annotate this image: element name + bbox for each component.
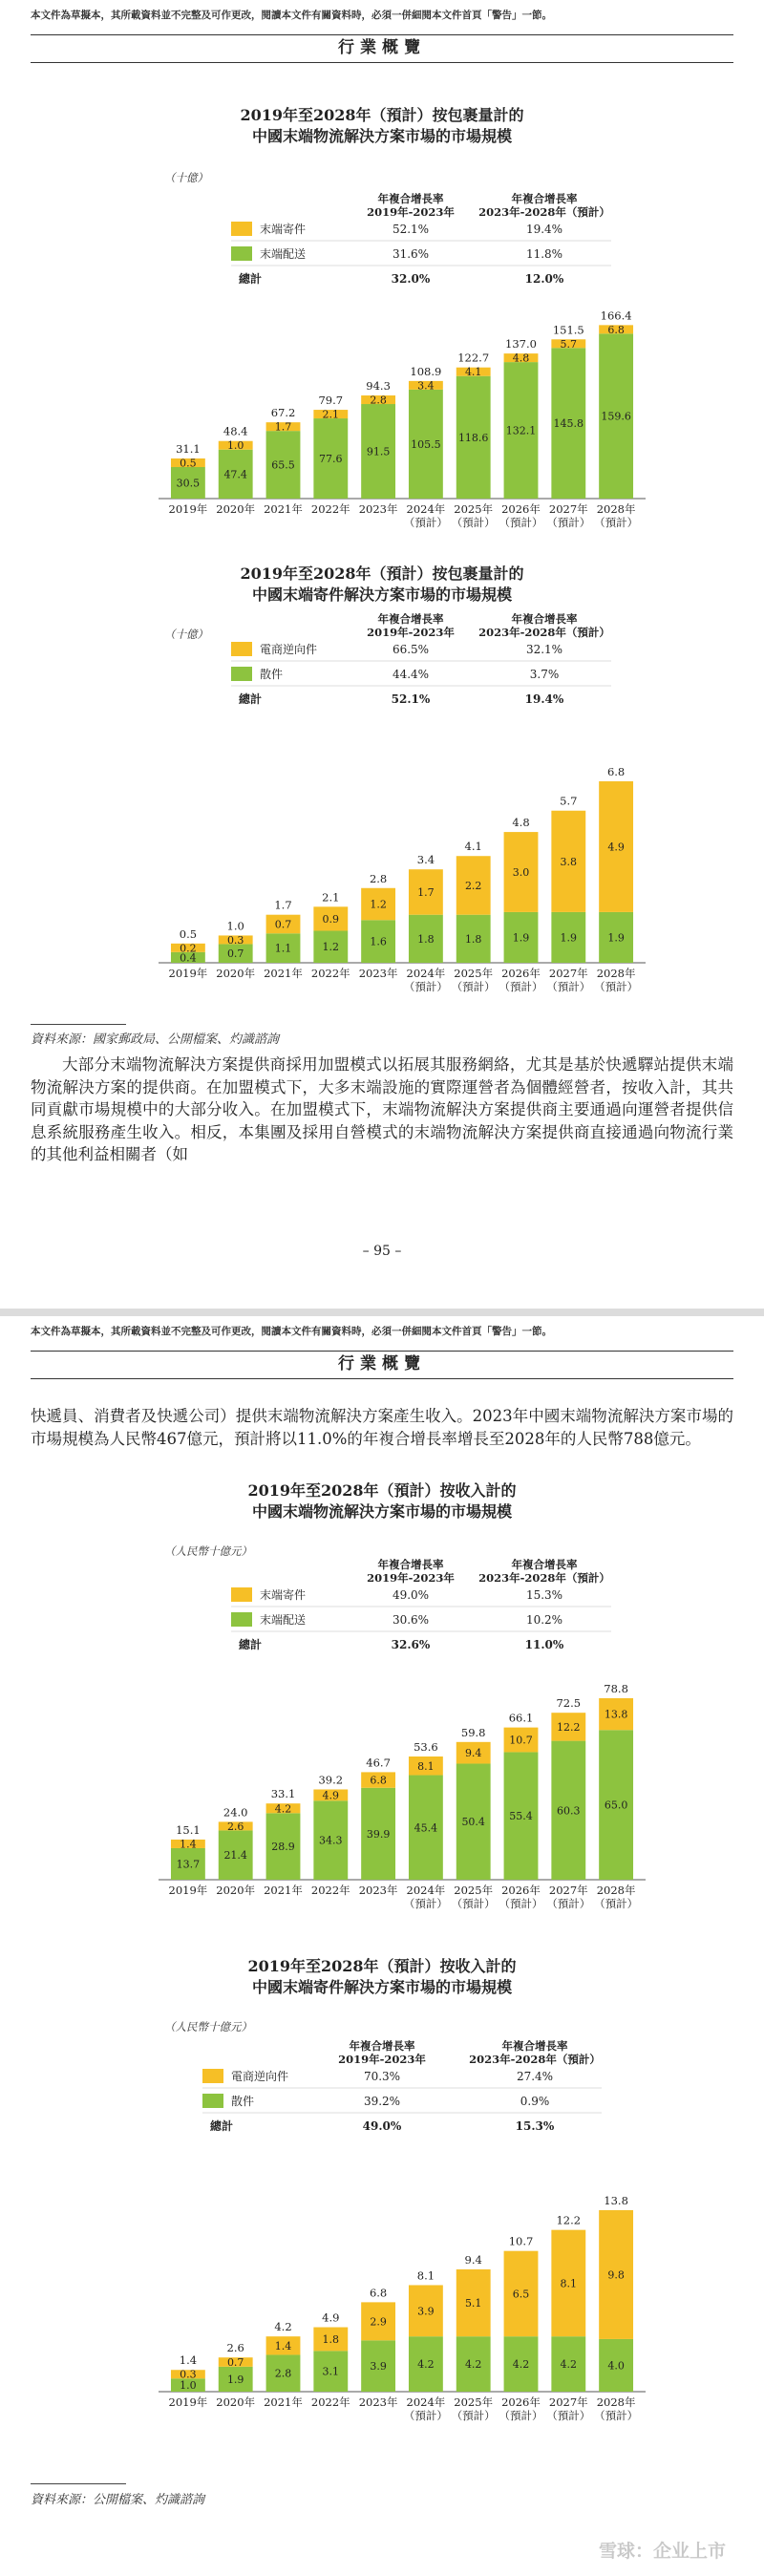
bar-total-label: 8.1 (416, 2268, 435, 2283)
bar-value-label: 159.6 (601, 410, 631, 423)
legend-label-1: 末端配送 (260, 1613, 307, 1627)
bar-value-label: 6.8 (370, 1774, 387, 1787)
bar-value-label: 4.1 (464, 366, 482, 379)
bar-total-label: 2.6 (226, 2341, 244, 2355)
bar-value-label: 65.5 (271, 458, 295, 472)
bar-value-label: 4.2 (464, 2358, 482, 2372)
bar-value-label: 0.2 (180, 942, 197, 955)
x-tick-label: （預計） (403, 1897, 448, 1910)
bar-total-label: 108.9 (410, 364, 442, 378)
bar-value-label: 1.8 (417, 932, 435, 946)
legend-label-1: 散件 (260, 668, 284, 681)
bar-value-label: 1.2 (322, 941, 340, 954)
bar-value-label: 39.9 (366, 1827, 391, 1841)
total-cagr-23-28: 12.0% (524, 272, 564, 286)
bar-value-label: 0.3 (226, 933, 244, 947)
bar-total-label: 2.1 (322, 890, 340, 905)
bar-total-label: 59.8 (460, 1725, 486, 1739)
x-tick-label: （預計） (546, 516, 591, 529)
bar-value-label: 4.2 (560, 2358, 578, 2372)
cagr-header-0-line1: 2019年-2023年 (367, 205, 455, 219)
chart2-title-line2: 中國末端寄件解決方案市場的市場規模 (251, 585, 512, 604)
bar-value-label: 2.8 (274, 2367, 292, 2380)
bar-value-label: 2.8 (370, 394, 387, 407)
cagr-value-19-23-0: 66.5% (392, 643, 430, 656)
watermark: 雪球：企业上市 (598, 2541, 726, 2562)
bar-total-label: 5.7 (560, 794, 578, 808)
cagr-header-0-line1: 2019年-2023年 (338, 2053, 426, 2066)
legend-swatch-0 (202, 2069, 223, 2083)
bar-value-label: 0.7 (274, 918, 292, 931)
bar-total-label: 6.8 (369, 2286, 388, 2300)
cagr-value-23-28-0: 32.1% (525, 643, 563, 656)
chart1-title-line1: 2019年至2028年（預計）按包裹量計的 (240, 106, 524, 124)
cagr-header-0-line0: 年複合增長率 (377, 192, 444, 205)
bar-value-label: 2.2 (464, 879, 482, 892)
cagr-header-1-line1: 2023年-2028年（預計） (478, 205, 610, 219)
bar-value-label: 118.6 (457, 431, 489, 444)
chart4-title (0, 1956, 764, 1998)
x-tick-label: 2028年 (596, 1884, 636, 1897)
bar-total-label: 122.7 (457, 351, 490, 365)
cagr-header-0-line0: 年複合增長率 (349, 2039, 415, 2053)
x-tick-label: 2023年 (358, 2395, 398, 2409)
x-tick-label: 2019年 (168, 2395, 208, 2409)
x-tick-label: （預計） (546, 1897, 591, 1910)
total-cagr-23-28: 15.3% (515, 2119, 555, 2133)
legend-label-0: 電商逆向件 (231, 2070, 289, 2083)
x-tick-label: 2026年 (501, 967, 541, 980)
x-tick-label: （預計） (403, 980, 448, 993)
bar-total-label: 79.7 (318, 394, 344, 408)
bar-value-label: 1.8 (464, 932, 482, 946)
bar-value-label: 1.4 (180, 1838, 197, 1851)
cagr-header-0-line0: 年複合增長率 (377, 1558, 444, 1571)
x-tick-label: （預計） (499, 516, 543, 529)
bar-total-label: 1.0 (226, 919, 244, 933)
bar-value-label: 1.9 (607, 931, 625, 945)
bar-value-label: 2.1 (322, 408, 340, 421)
x-tick-label: （預計） (451, 2409, 496, 2422)
chart1 (0, 178, 764, 541)
bar-value-label: 4.9 (607, 841, 625, 854)
x-tick-label: 2023年 (358, 1884, 398, 1897)
bar-value-label: 105.5 (411, 437, 441, 451)
total-cagr-19-23: 52.1% (391, 692, 431, 706)
x-tick-label: 2019年 (168, 502, 208, 516)
x-tick-label: 2020年 (216, 502, 256, 516)
bar-value-label: 50.4 (461, 1816, 485, 1829)
cagr-value-19-23-1: 30.6% (392, 1613, 430, 1627)
x-tick-label: 2022年 (310, 1884, 350, 1897)
bar-value-label: 1.9 (512, 931, 530, 945)
x-tick-label: （預計） (403, 516, 448, 529)
cagr-header-1-line1: 2023年-2028年（預計） (478, 626, 610, 639)
x-tick-label: （預計） (451, 980, 496, 993)
cagr-header-1-line0: 年複合增長率 (511, 612, 578, 626)
cagr-header-0-line0: 年複合增長率 (377, 612, 444, 626)
bar-total-label: 4.1 (464, 840, 482, 854)
cagr-header-1-line0: 年複合增長率 (511, 192, 578, 205)
x-tick-label: 2021年 (264, 2395, 303, 2409)
bar-value-label: 55.4 (509, 1810, 533, 1823)
bar-value-label: 91.5 (366, 445, 391, 458)
total-cagr-19-23: 32.6% (391, 1638, 431, 1651)
x-tick-label: 2027年 (548, 2395, 588, 2409)
legend-swatch-1 (202, 2094, 223, 2108)
cagr-header-0-line1: 2019年-2023年 (367, 626, 455, 639)
bar-value-label: 1.8 (322, 2332, 340, 2346)
x-tick-label: 2019年 (168, 967, 208, 980)
x-tick-label: 2028年 (596, 2395, 636, 2409)
page-96 (0, 1316, 764, 2576)
bar-value-label: 1.0 (180, 2379, 197, 2393)
chart2-title (0, 564, 764, 606)
x-tick-label: （預計） (451, 516, 496, 529)
bar-total-label: 31.1 (176, 442, 201, 457)
chart3-title (0, 1480, 764, 1522)
bar-value-label: 1.6 (370, 935, 387, 948)
legend-swatch-0 (231, 222, 252, 236)
cagr-value-23-28-0: 27.4% (516, 2070, 554, 2083)
total-label: 總計 (239, 1638, 263, 1651)
cagr-value-19-23-0: 49.0% (392, 1588, 430, 1602)
x-tick-label: （預計） (594, 516, 639, 529)
bar-total-label: 10.7 (508, 2234, 534, 2248)
x-tick-label: 2021年 (264, 502, 303, 516)
x-tick-label: 2027年 (548, 502, 588, 516)
bar-total-label: 33.1 (270, 1787, 296, 1801)
legend-swatch-0 (231, 1587, 252, 1602)
x-tick-label: 2024年 (406, 502, 446, 516)
chart4-title-line1: 2019年至2028年（預計）按收入計的 (247, 1957, 517, 1975)
x-tick-label: （預計） (499, 980, 543, 993)
bar-value-label: 0.5 (180, 457, 197, 470)
bar-value-label: 3.8 (560, 855, 578, 868)
bar-total-label: 78.8 (604, 1682, 628, 1695)
bar-value-label: 4.2 (274, 1802, 292, 1816)
page-gap (0, 1309, 764, 1316)
total-label: 總計 (239, 692, 263, 706)
chart1-title (0, 105, 764, 147)
cagr-value-23-28-1: 3.7% (529, 668, 560, 681)
bar-total-label: 1.7 (274, 898, 292, 912)
bar-value-label: 3.1 (322, 2365, 340, 2378)
bar-value-label: 5.7 (560, 337, 578, 351)
bar-value-label: 12.2 (557, 1720, 581, 1734)
cagr-header-1-line0: 年複合增長率 (511, 1558, 578, 1571)
source-note: 資料來源：國家郵政局、公開檔案、灼識諮詢 (31, 1033, 280, 1047)
bar-value-label: 1.2 (370, 898, 387, 911)
section-header: 行業概覽 (31, 34, 733, 63)
bar-value-label: 4.8 (512, 351, 530, 365)
bar-total-label: 94.3 (366, 379, 391, 394)
bar-value-label: 1.7 (274, 420, 292, 434)
bar-value-label: 3.0 (512, 866, 530, 879)
cagr-value-23-28-1: 11.8% (525, 247, 563, 261)
cagr-value-19-23-1: 39.2% (363, 2095, 401, 2108)
cagr-value-19-23-1: 44.4% (392, 668, 430, 681)
chart2-unit: （十億） (164, 628, 208, 641)
bar-value-label: 132.1 (505, 424, 537, 437)
x-tick-label: 2023年 (358, 967, 398, 980)
bar-value-label: 6.5 (512, 2288, 530, 2301)
x-tick-label: （預計） (546, 980, 591, 993)
bar-total-label: 1.4 (179, 2353, 198, 2368)
bar-value-label: 0.7 (226, 947, 244, 961)
total-cagr-19-23: 49.0% (362, 2119, 402, 2133)
x-tick-label: 2022年 (310, 2395, 350, 2409)
bar-total-label: 137.0 (505, 337, 537, 351)
bar-total-label: 3.4 (416, 853, 435, 867)
bar-value-label: 1.9 (560, 931, 578, 945)
legend-swatch-1 (231, 246, 252, 261)
bar-value-label: 77.6 (319, 453, 343, 466)
bar-total-label: 12.2 (556, 2213, 582, 2227)
legend-swatch-0 (231, 642, 252, 656)
bar-value-label: 0.4 (180, 951, 197, 965)
x-tick-label: 2026年 (501, 2395, 541, 2409)
bar-total-label: 9.4 (464, 2252, 482, 2267)
x-tick-label: 2022年 (310, 967, 350, 980)
cagr-header-0-line1: 2019年-2023年 (367, 1571, 455, 1585)
x-tick-label: 2021年 (264, 967, 303, 980)
bar-value-label: 21.4 (223, 1849, 247, 1863)
x-tick-label: 2026年 (501, 502, 541, 516)
draft-disclaimer: 本文件為草擬本，其所載資料並不完整及可作更改，閱讀本文件有關資料時，必須一併細閱本文件首頁「警告」一節。 (31, 10, 552, 21)
total-cagr-19-23: 32.0% (391, 272, 431, 286)
bar-value-label: 1.9 (226, 2373, 244, 2386)
bar-total-label: 72.5 (556, 1696, 582, 1711)
bar-value-label: 5.1 (464, 2297, 482, 2310)
bar-value-label: 4.2 (512, 2358, 530, 2372)
bar-value-label: 3.4 (417, 379, 435, 393)
bar-total-label: 66.1 (508, 1711, 534, 1725)
bar-total-label: 4.2 (274, 2320, 292, 2334)
bar-value-label: 6.8 (607, 323, 625, 336)
chart2-title-line1: 2019年至2028年（預計）按包裹量計的 (240, 564, 524, 583)
x-tick-label: （預計） (594, 980, 639, 993)
legend-swatch-1 (231, 1612, 252, 1627)
bar-value-label: 45.4 (414, 1821, 438, 1835)
x-tick-label: 2025年 (454, 1884, 494, 1897)
source-note-2: 資料來源：公開檔案、灼識諮詢 (31, 2493, 205, 2507)
x-tick-label: 2027年 (548, 967, 588, 980)
x-tick-label: 2026年 (501, 1884, 541, 1897)
legend-label-0: 末端寄件 (260, 223, 307, 236)
total-cagr-23-28: 11.0% (524, 1638, 564, 1651)
x-tick-label: 2025年 (454, 502, 494, 516)
bar-total-label: 46.7 (366, 1756, 391, 1770)
bar-value-label: 34.3 (319, 1834, 343, 1847)
bar-value-label: 1.7 (417, 885, 435, 899)
legend-label-1: 末端配送 (260, 247, 307, 261)
chart3 (0, 1551, 764, 1933)
total-label: 總計 (210, 2119, 234, 2133)
cagr-header-1-line1: 2023年-2028年（預計） (478, 1571, 610, 1585)
bar-value-label: 8.1 (560, 2277, 578, 2290)
chart1-unit: （十億） (164, 171, 208, 184)
bar-value-label: 3.9 (370, 2360, 387, 2374)
x-tick-label: 2024年 (406, 967, 446, 980)
cagr-value-23-28-0: 15.3% (525, 1588, 563, 1602)
total-label: 總計 (239, 272, 263, 286)
x-tick-label: 2021年 (264, 1884, 303, 1897)
bar-total-label: 2.8 (369, 871, 388, 885)
bar-total-label: 4.8 (512, 816, 530, 830)
bar-value-label: 3.9 (417, 2305, 435, 2318)
bar-value-label: 4.2 (417, 2358, 435, 2372)
x-tick-label: 2020年 (216, 2395, 256, 2409)
source-rule (31, 1024, 126, 1025)
bar-total-label: 4.9 (322, 2310, 340, 2325)
paragraph-franchise: 大部分末端物流解決方案提供商採用加盟模式以拓展其服務網絡，尤其是基於快遞驛站提供末端物流解決方案的提供商。在加盟模式下，大多末端設施的實際運營者為個體經營者，按收入計，其共同貢獻市場規模中的大部分收入。在加盟模式下，末端物流解決方案提供商主要通過向運營者提供信息系統服務產生收入。相反，本集團及採用自營模式的末端物流解決方案提供商直接通過向物流行業的其他利益相關者（如 (31, 1055, 733, 1163)
bar-value-label: 65.0 (604, 1799, 628, 1812)
x-tick-label: 2023年 (358, 502, 398, 516)
bar-value-label: 1.4 (274, 2339, 292, 2352)
bar-total-label: 15.1 (176, 1822, 201, 1837)
cagr-value-23-28-0: 19.4% (525, 223, 563, 236)
x-tick-label: （預計） (594, 1897, 639, 1910)
bar-value-label: 2.6 (226, 1820, 244, 1833)
bar-value-label: 0.7 (226, 2356, 244, 2370)
x-tick-label: 2028年 (596, 967, 636, 980)
cagr-value-19-23-0: 70.3% (363, 2070, 401, 2083)
bar-value-label: 4.9 (322, 1789, 340, 1802)
bar-value-label: 1.0 (226, 439, 244, 453)
bar-value-label: 145.8 (553, 417, 584, 431)
x-tick-label: 2020年 (216, 967, 256, 980)
bar-value-label: 28.9 (271, 1841, 295, 1854)
legend-swatch-1 (231, 667, 252, 681)
bar-total-label: 24.0 (223, 1805, 248, 1820)
cagr-value-19-23-1: 31.6% (392, 247, 430, 261)
legend-label-0: 末端寄件 (260, 1588, 307, 1602)
bar-value-label: 0.3 (180, 2368, 197, 2381)
chart3-title-line2: 中國末端物流解決方案市場的市場規模 (251, 1502, 512, 1521)
page-number: – 95 – (362, 1244, 402, 1259)
x-tick-label: 2020年 (216, 1884, 256, 1897)
bar-value-label: 1.1 (274, 942, 292, 955)
bar-value-label: 47.4 (223, 468, 247, 481)
bar-total-label: 6.8 (606, 765, 626, 778)
paragraph-market-size: 快遞員、消費者及快遞公司）提供末端物流解決方案產生收入。2023年中國末端物流解決方案市場的市場規模為人民幣467億元，預計將以11.0%的年複合增長率增長至2028年的人民幣788億元。 (31, 1407, 733, 1448)
bar-value-label: 30.5 (176, 477, 201, 490)
x-tick-label: 2027年 (548, 1884, 588, 1897)
total-cagr-23-28: 19.4% (524, 692, 564, 706)
bar-value-label: 10.7 (509, 1734, 533, 1747)
x-tick-label: 2025年 (454, 967, 494, 980)
x-tick-label: 2022年 (310, 502, 350, 516)
cagr-value-23-28-1: 0.9% (520, 2095, 550, 2108)
bar-value-label: 13.8 (604, 1708, 628, 1721)
x-tick-label: 2019年 (168, 1884, 208, 1897)
x-tick-label: （預計） (499, 1897, 543, 1910)
cagr-value-23-28-1: 10.2% (525, 1613, 563, 1627)
bar-total-label: 48.4 (223, 424, 248, 438)
bar-value-label: 60.3 (557, 1804, 581, 1818)
bar-total-label: 13.8 (604, 2194, 628, 2207)
x-tick-label: （預計） (403, 2409, 448, 2422)
source-rule-2 (31, 2483, 126, 2484)
chart4-unit: （人民幣十億元） (164, 2020, 252, 2033)
bar-value-label: 9.8 (607, 2268, 625, 2282)
bar-value-label: 0.9 (322, 912, 340, 926)
x-tick-label: （預計） (499, 2409, 543, 2422)
chart3-title-line1: 2019年至2028年（預計）按收入計的 (247, 1481, 517, 1500)
x-tick-label: （預計） (451, 1897, 496, 1910)
bar-total-label: 39.2 (318, 1773, 344, 1787)
bar-total-label: 0.5 (179, 926, 198, 941)
bar-value-label: 8.1 (417, 1759, 435, 1773)
cagr-value-19-23-0: 52.1% (392, 223, 430, 236)
x-tick-label: 2028年 (596, 502, 636, 516)
x-tick-label: 2024年 (406, 2395, 446, 2409)
draft-disclaimer-2: 本文件為草擬本，其所載資料並不完整及可作更改，閱讀本文件有關資料時，必須一併細閱本文件首頁「警告」一節。 (31, 1326, 552, 1337)
chart4 (0, 2029, 764, 2439)
bar-total-label: 53.6 (414, 1740, 438, 1755)
bar-total-label: 151.5 (552, 323, 584, 337)
bar-value-label: 2.9 (370, 2315, 387, 2329)
x-tick-label: 2025年 (454, 2395, 494, 2409)
bar-value-label: 9.4 (464, 1747, 482, 1760)
bar-value-label: 13.7 (176, 1858, 201, 1871)
cagr-header-1-line0: 年複合增長率 (501, 2039, 568, 2053)
x-tick-label: （預計） (546, 2409, 591, 2422)
x-tick-label: （預計） (594, 2409, 639, 2422)
chart3-unit: （人民幣十億元） (164, 1544, 252, 1558)
section-header-2: 行業概覽 (31, 1351, 733, 1379)
cagr-header-1-line1: 2023年-2028年（預計） (469, 2053, 601, 2066)
chart2 (0, 602, 764, 1003)
chart1-title-line2: 中國末端物流解決方案市場的市場規模 (251, 127, 512, 145)
legend-label-0: 電商逆向件 (260, 643, 318, 656)
legend-label-1: 散件 (231, 2095, 255, 2108)
bar-total-label: 67.2 (270, 406, 296, 420)
bar-value-label: 4.0 (607, 2359, 625, 2373)
chart4-title-line2: 中國末端寄件解決方案市場的市場規模 (251, 1978, 512, 1996)
x-tick-label: 2024年 (406, 1884, 446, 1897)
bar-total-label: 166.4 (600, 309, 632, 323)
